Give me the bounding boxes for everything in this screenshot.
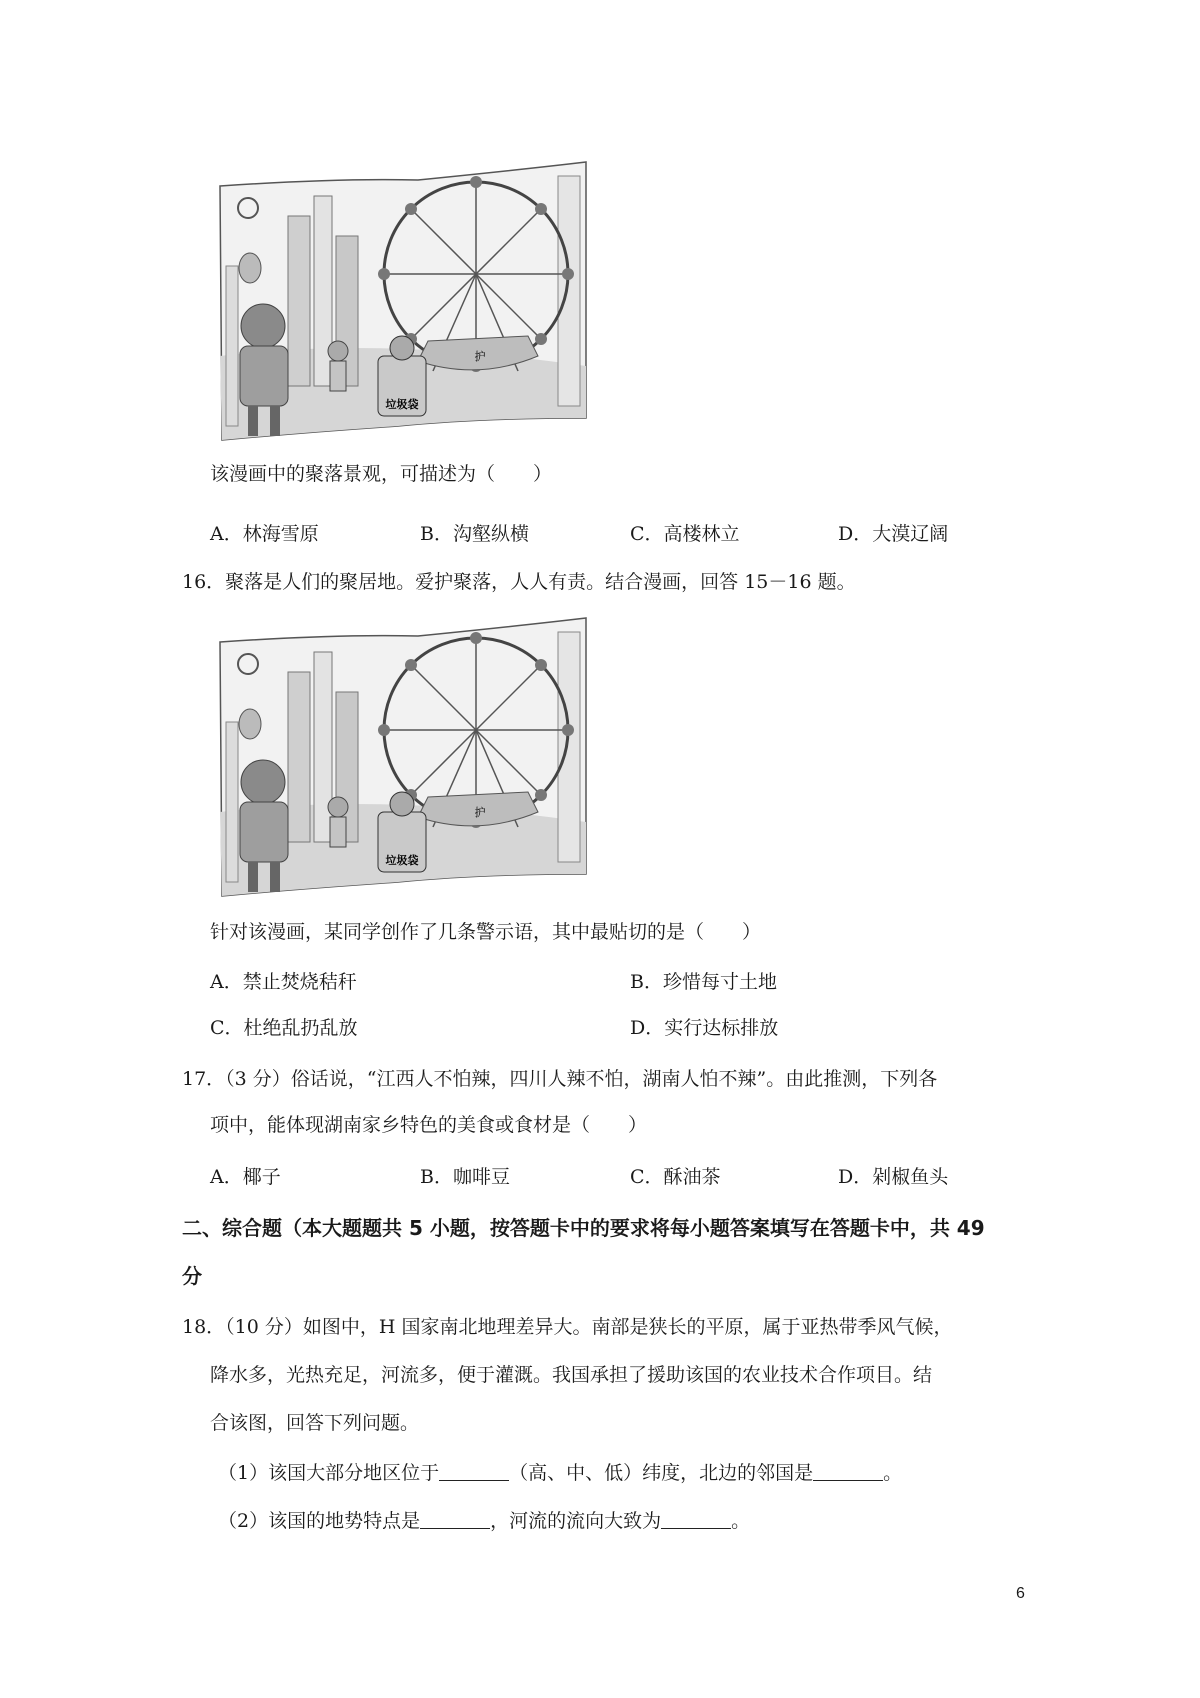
q17-line-2: 项中，能体现湖南家乡特色的美食或食材是（ ） [210,1114,648,1136]
boat-label: 护 [474,350,486,363]
q18-sub-2-blank-2[interactable] [661,1508,731,1529]
q16-intro: 16．聚落是人们的聚居地。爱护聚落，人人有责。结合漫画，回答 15－16 题。 [182,571,856,593]
q18-sub-1-text-c: 。 [883,1462,903,1484]
q15-stem: 该漫画中的聚落景观，可描述为（ ） [210,463,553,485]
q16-option-d: D．实行达标排放 [630,1017,779,1039]
q18-sub-2-text-b: ，河流的流向大致为 [490,1510,662,1532]
cartoon-illustration [218,612,588,902]
q17-option-a: A．椰子 [210,1166,281,1188]
q16-option-a: A．禁止焚烧秸秆 [210,971,357,993]
q16-option-c: C．杜绝乱扔乱放 [210,1017,358,1039]
q16-stem: 针对该漫画，某同学创作了几条警示语，其中最贴切的是（ ） [210,921,762,943]
q18-sub-2-text-c: 。 [731,1510,751,1532]
q16-option-b: B．珍惜每寸土地 [630,971,777,993]
q18-sub-2-text-a: （2）该国的地势特点是 [218,1510,421,1532]
q18-line-3: 合该图，回答下列问题。 [210,1412,420,1434]
q18-line-1: 18．（10 分）如图中，H 国家南北地理差异大。南部是狭长的平原，属于亚热带季风气候， [182,1316,953,1338]
q18-sub-2 [218,1507,750,1535]
q15-option-c: C．高楼林立 [630,523,740,545]
trash-bag-label: 垃圾袋 [385,854,419,867]
q18-sub-1-text-b: （高、中、低）纬度，北边的邻国是 [509,1462,814,1484]
boat-label: 护 [474,806,486,819]
cartoon-figure-2 [218,612,588,906]
cartoon-illustration [218,156,588,446]
q18-sub-1-text-a: （1）该国大部分地区位于 [218,1462,440,1484]
q15-option-a: A．林海雪原 [210,523,319,545]
q15-option-b: B．沟壑纵横 [420,523,529,545]
section-2-heading-line-2: 分 [182,1264,202,1288]
q17-line-1: 17．（3 分）俗话说，“江西人不怕辣，四川人辣不怕，湖南人怕不辣”。由此推测，下列各 [182,1068,938,1090]
q18-sub-1 [218,1459,902,1487]
q18-sub-1-blank-2[interactable] [813,1460,883,1481]
section-2-heading-line-1: 二、综合题（本大题题共 5 小题，按答题卡中的要求将每小题答案填写在答题卡中，共 49 [182,1216,985,1240]
q17-option-b: B．咖啡豆 [420,1166,510,1188]
q18-line-2: 降水多，光热充足，河流多，便于灌溉。我国承担了援助该国的农业技术合作项目。结 [210,1364,933,1386]
trash-bag-label: 垃圾袋 [385,398,419,411]
cartoon-figure-1 [218,156,588,450]
q18-sub-1-blank-1[interactable] [439,1460,509,1481]
page-number: 6 [1016,1585,1025,1602]
q17-option-d: D．剁椒鱼头 [838,1166,949,1188]
q18-sub-2-blank-1[interactable] [420,1508,490,1529]
q17-option-c: C．酥油茶 [630,1166,721,1188]
q15-option-d: D．大漠辽阔 [838,523,949,545]
